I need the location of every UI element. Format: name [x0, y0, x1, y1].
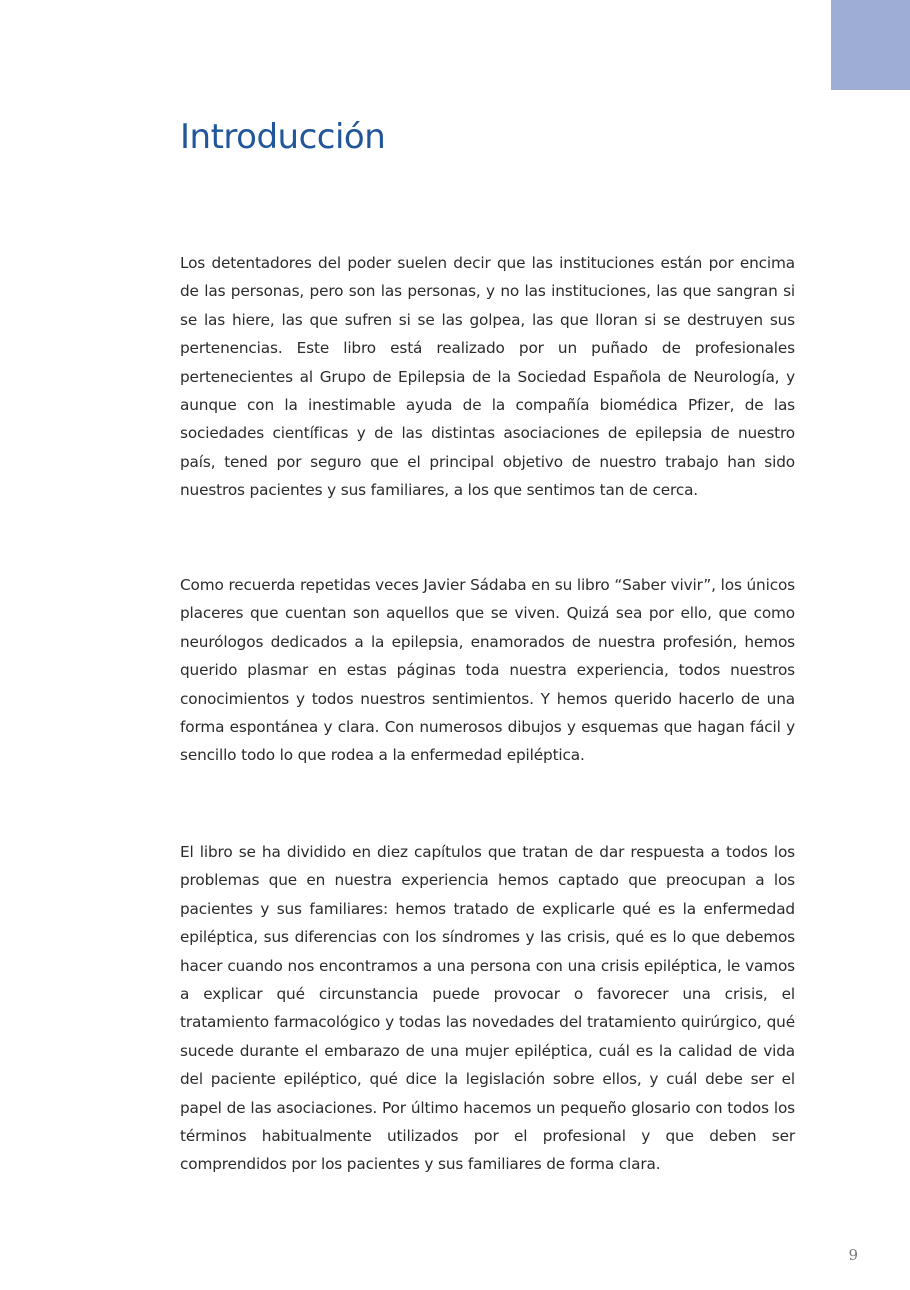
page-title: Introducción: [180, 117, 386, 157]
intro-paragraph-2: Como recuerda repetidas veces Javier Sádaba en su libro “Saber vivir”, los únicos placeres que cuentan son aquellos que se viven. Quizá sea por ello, que como neurólogos dedicados a la epilepsia, enamorados de nuestra profesión, hemos querido plasmar en estas páginas toda nuestra experiencia, todos nuestros conocimientos y todos nuestros sentimientos. Y hemos querido hacerlo de una forma espontánea y clara. Con numerosos dibujos y esquemas que hagan fácil y sencillo todo lo que rodea a la enfermedad epiléptica.: [180, 576, 795, 765]
page-number: 9: [848, 1246, 858, 1264]
corner-color-tab: [831, 0, 910, 90]
intro-paragraph-3: El libro se ha dividido en diez capítulos que tratan de dar respuesta a todos los problemas que en nuestra experiencia hemos captado que preocupan a los pacientes y sus familiares: hemos tratado de explicarle qué es la enfermedad epiléptica, sus diferencias con los síndromes y las crisis, qué es lo que debemos hacer cuando nos encontramos a una persona con una crisis epiléptica, le vamos a explicar qué circunstancia puede provocar o favorecer una crisis, el tratamiento farmacológico y todas las novedades del tratamiento quirúrgico, qué sucede durante el embarazo de una mujer epiléptica, cuál es la calidad de vida del paciente epiléptico, qué dice la legislación sobre ellos, y cuál debe ser el papel de las asociaciones. Por último hacemos un pequeño glosario con todos los términos habitualmente utilizados por el profesional y que deben ser comprendidos por los pacientes y sus familiares de forma clara.: [180, 843, 795, 1174]
intro-paragraph-1: Los detentadores del poder suelen decir que las instituciones están por encima de las personas, pero son las personas, y no las instituciones, las que sangran si se las hiere, las que sufren si se las golpea, las que lloran si se destruyen sus pertenencias. Este libro está realizado por un puñado de profesionales pertenecientes al Grupo de Epilepsia de la Sociedad Española de Neurología, y aunque con la inestimable ayuda de la compañía biomédica Pfizer, de las sociedades científicas y de las distintas asociaciones de epilepsia de nuestro país, tened por seguro que el principal objetivo de nuestro trabajo han sido nuestros pacientes y sus familiares, a los que sentimos tan de cerca.: [180, 254, 795, 500]
